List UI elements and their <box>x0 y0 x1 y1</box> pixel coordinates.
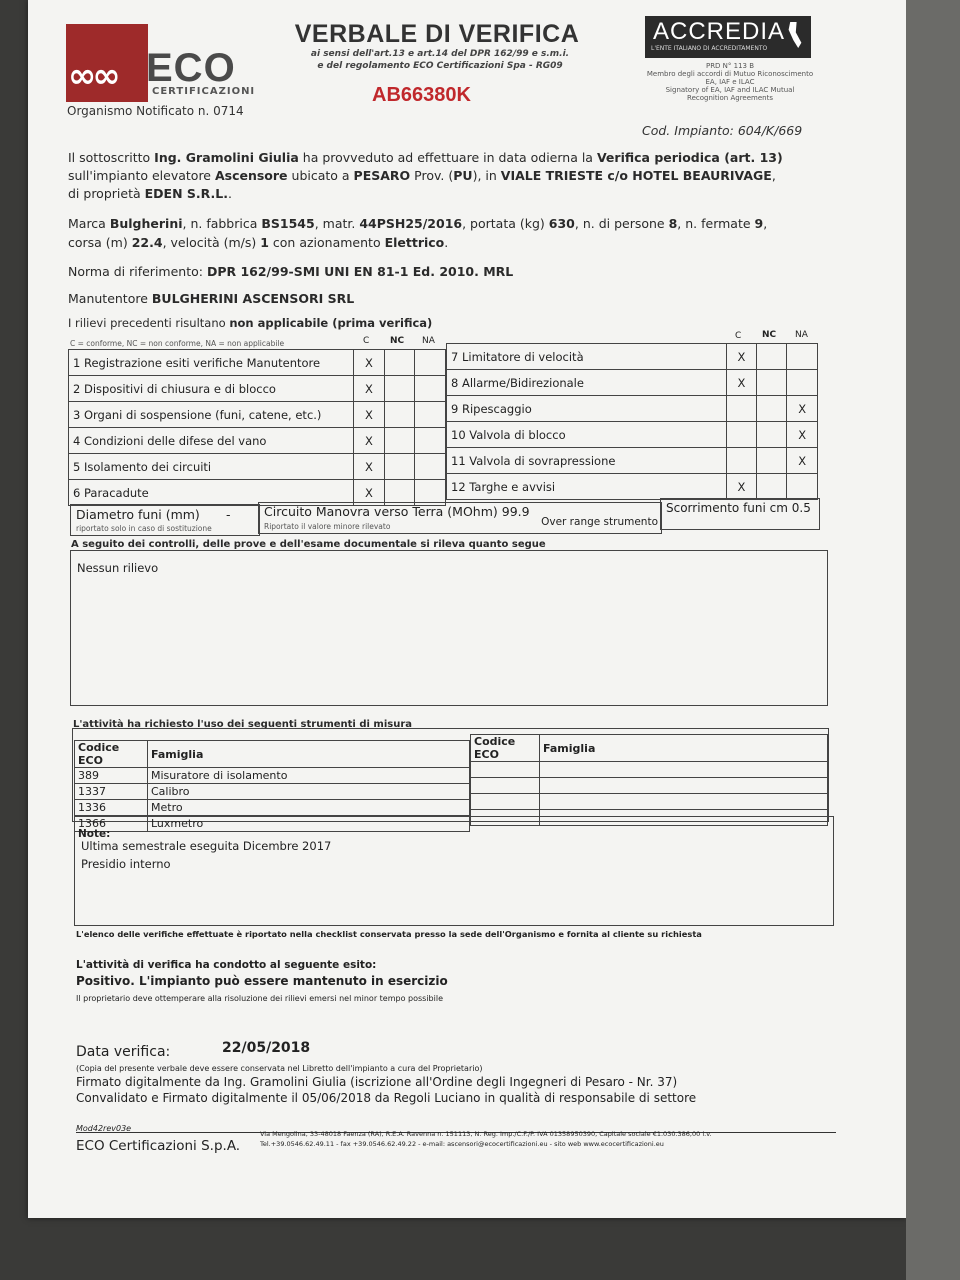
date-label: Data verifica: <box>76 1044 171 1060</box>
check-na <box>415 376 446 402</box>
outcome-intro: L'attività di verifica ha condotto al seguente esito: <box>76 959 377 971</box>
notes-line-2: Presidio interno <box>81 857 171 871</box>
check-row <box>69 376 446 402</box>
outcome-result: Positivo. L'impianto può essere mantenuto in esercizio <box>76 974 448 988</box>
diameter-label: Diametro funi (mm) <box>76 507 200 522</box>
table-row <box>471 762 828 778</box>
circuit-label: Circuito Manovra verso Terra (MOhm) 99.9 <box>264 504 530 519</box>
check-nc <box>384 454 415 480</box>
checks-left-table <box>68 349 446 506</box>
accredia-line: Membro degli accordi di Mutuo Riconoscimento <box>646 70 814 78</box>
tools-right-table <box>470 734 828 826</box>
accredia-line: Recognition Agreements <box>687 94 773 102</box>
check-c: X <box>726 474 757 500</box>
tools-title: L'attività ha richiesto l'uso dei seguenti strumenti di misura <box>73 719 412 730</box>
norma-line: Norma di riferimento: DPR 162/99-SMI UNI EN 81-1 Ed. 2010. MRL <box>68 264 514 279</box>
tools-header-family: Famiglia <box>148 741 470 768</box>
accredia-text <box>640 62 820 102</box>
check-nc <box>384 350 415 376</box>
check-na <box>415 402 446 428</box>
checks-right-table <box>446 343 818 500</box>
subtitle-line-2: e del regolamento ECO Certificazioni Spa - RG09 <box>317 61 563 71</box>
check-row <box>69 402 446 428</box>
signed-by: Firmato digitalmente da Ing. Gramolini Giulia (iscrizione all'Ordine degli Ingegneri di Pesaro - Nr. 37) <box>76 1075 678 1089</box>
check-c: X <box>354 402 385 428</box>
header-c-left: C <box>363 336 370 346</box>
diameter-value: - <box>226 507 231 522</box>
check-label: 8 Allarme/Bidirezionale <box>447 370 727 396</box>
date-value: 22/05/2018 <box>222 1040 311 1056</box>
check-label: 11 Valvola di sovrapressione <box>447 448 727 474</box>
logo-sub: CERTIFICAZIONI <box>152 86 256 97</box>
tools-header <box>75 741 470 768</box>
machine-line-2: corsa (m) 22.4, velocità (m/s) 1 con azionamento Elettrico. <box>68 235 449 250</box>
check-c: X <box>354 376 385 402</box>
header-na-left: NA <box>422 336 435 346</box>
check-na: X <box>787 396 818 422</box>
accredia-line: Signatory of EA, IAF and ILAC Mutual <box>665 86 795 94</box>
tools-header-family: Famiglia <box>540 735 828 762</box>
legend: C = conforme, NC = non conforme, NA = non applicabile <box>70 339 285 348</box>
check-row <box>69 350 446 376</box>
subtitle-line-1: ai sensi dell'art.13 e art.14 del DPR 162/99 e s.m.i. <box>310 49 570 59</box>
check-na: X <box>787 422 818 448</box>
check-row <box>69 454 446 480</box>
manutentore-line: Manutentore BULGHERINI ASCENSORI SRL <box>68 291 355 306</box>
organism-number: Organismo Notificato n. 0714 <box>67 104 244 118</box>
footer-address-2: Tel.+39.0546.62.49.11 - fax +39.0546.62.49.22 - e-mail: ascensori@ecocertificazioni.eu - sito web www.ecocertificazioni.eu <box>260 1140 664 1148</box>
intro-line-3: di proprietà EDEN S.R.L.. <box>68 186 232 201</box>
document-subtitle <box>280 48 600 72</box>
logo-chain-icon: ∞∞ <box>68 56 117 96</box>
table-row <box>75 768 470 784</box>
check-nc <box>384 376 415 402</box>
check-label: 6 Paracadute <box>69 480 354 506</box>
check-row <box>447 448 818 474</box>
check-nc <box>757 422 787 448</box>
check-nc <box>384 428 415 454</box>
check-row <box>447 422 818 448</box>
document-code: AB66380K <box>372 84 471 106</box>
check-c: X <box>726 344 757 370</box>
header-nc-left: NC <box>390 336 405 346</box>
tool-family: Calibro <box>148 784 470 800</box>
check-nc <box>757 396 787 422</box>
check-nc <box>757 344 787 370</box>
intro-line-2: sull'impianto elevatore Ascensore ubicato a PESARO Prov. (PU), in VIALE TRIESTE c/o HOTEL BEAURIVAGE, <box>68 168 776 183</box>
tool-family: Misuratore di isolamento <box>148 768 470 784</box>
check-na <box>787 370 818 396</box>
check-c: X <box>354 480 385 506</box>
check-label: 12 Targhe e avvisi <box>447 474 727 500</box>
check-row <box>447 474 818 500</box>
check-na <box>787 474 818 500</box>
tool-code: 1336 <box>75 800 148 816</box>
check-row <box>69 428 446 454</box>
check-na <box>415 454 446 480</box>
tools-header-code: Codice ECO <box>75 741 148 768</box>
table-row <box>75 784 470 800</box>
table-row <box>471 794 828 810</box>
logo-name: ECO <box>146 46 236 90</box>
notes-line-1: Ultima semestrale eseguita Dicembre 2017 <box>81 839 332 853</box>
check-label: 10 Valvola di blocco <box>447 422 727 448</box>
eco-logo <box>66 24 296 104</box>
tool-code: 1337 <box>75 784 148 800</box>
circuit-box <box>258 502 662 534</box>
diameter-box <box>70 504 260 536</box>
check-label: 4 Condizioni delle difese del vano <box>69 428 354 454</box>
table-row <box>471 778 828 794</box>
check-na <box>415 350 446 376</box>
machine-line-1: Marca Bulgherini, n. fabbrica BS1545, matr. 44PSH25/2016, portata (kg) 630, n. di persone 8, n. fermate 9, <box>68 216 768 231</box>
check-label: 9 Ripescaggio <box>447 396 727 422</box>
check-nc <box>757 474 787 500</box>
check-c <box>726 448 757 474</box>
tool-code: 1366 <box>75 816 148 832</box>
accredia-line: PRD N° 113 B <box>705 62 755 70</box>
circuit-note: Riportato il valore minore rilevato <box>264 522 391 531</box>
tool-family: Luxmetro <box>148 816 470 832</box>
scorrimento-label: Scorrimento funi cm 0.5 <box>666 501 811 515</box>
tools-header-code: Codice ECO <box>471 735 540 762</box>
footer-address-1: Via Mengolina, 33-48018 Faenza (RA), R.E.A. Ravenna n. 151113, N. Reg. Imp./C.F./P. IVA 01358950390, Capitale sociale €1.030.386,00 i.v. <box>260 1130 712 1138</box>
check-na <box>415 428 446 454</box>
italy-map-icon <box>787 22 803 48</box>
check-c <box>726 396 757 422</box>
circuit-over: Over range strumento <box>541 516 658 528</box>
check-na <box>787 344 818 370</box>
tools-header <box>471 735 828 762</box>
notes-label: Note: <box>78 828 111 840</box>
check-c: X <box>354 350 385 376</box>
tool-family: Metro <box>148 800 470 816</box>
scorrimento-box <box>660 498 820 530</box>
header-nc-right: NC <box>762 330 777 340</box>
check-label: 1 Registrazione esiti verifiche Manutentore <box>69 350 354 376</box>
tool-code: 389 <box>75 768 148 784</box>
check-row <box>447 396 818 422</box>
module-code: Mod42rev03e <box>76 1124 132 1133</box>
check-label: 5 Isolamento dei circuiti <box>69 454 354 480</box>
accredia-small: L'ENTE ITALIANO DI ACCREDITAMENTO <box>651 45 768 52</box>
intro-line-1: Il sottoscritto Ing. Gramolini Giulia ha provveduto ad effettuare in data odierna la Verifica periodica (art. 13) <box>68 150 783 165</box>
cod-impianto: Cod. Impianto: 604/K/669 <box>642 123 803 138</box>
validated-by: Convalidato e Firmato digitalmente il 05/06/2018 da Regoli Luciano in qualità di responsabile di settore <box>76 1091 697 1105</box>
check-c: X <box>726 370 757 396</box>
diameter-note: riportato solo in caso di sostituzione <box>76 524 212 533</box>
background-strip <box>906 0 960 1280</box>
checklist-note: L'elenco delle verifiche effettuate è riportato nella checklist conservata presso la sede dell'Organismo e fornita al cliente su richiesta <box>76 929 702 939</box>
check-c: X <box>354 454 385 480</box>
findings-title: A seguito dei controlli, delle prove e dell'esame documentale si rileva quanto segue <box>71 539 546 550</box>
findings-box <box>70 550 828 706</box>
document-title: VERBALE DI VERIFICA <box>294 20 580 48</box>
rilievi-line: I rilievi precedenti risultano non applicabile (prima verifica) <box>68 316 433 330</box>
findings-text: Nessun rilievo <box>77 561 159 575</box>
header-na-right: NA <box>795 330 808 340</box>
check-label: 3 Organi di sospensione (funi, catene, etc.) <box>69 402 354 428</box>
check-c: X <box>354 428 385 454</box>
notes-box <box>74 816 834 926</box>
check-label: 2 Dispositivi di chiusura e di blocco <box>69 376 354 402</box>
accredia-logo <box>645 16 811 58</box>
accredia-line: EA, IAF e ILAC <box>705 78 755 86</box>
accredia-name: ACCREDIA <box>653 18 786 45</box>
table-row <box>75 800 470 816</box>
check-na: X <box>787 448 818 474</box>
check-c <box>726 422 757 448</box>
check-nc <box>757 370 787 396</box>
owner-note: Il proprietario deve ottemperare alla risoluzione dei rilievi emersi nel minor tempo possibile <box>76 994 443 1003</box>
header-c-right: C <box>735 331 742 341</box>
check-nc <box>757 448 787 474</box>
footer-company: ECO Certificazioni S.p.A. <box>76 1138 241 1154</box>
check-label: 7 Limitatore di velocità <box>447 344 727 370</box>
check-row <box>447 344 818 370</box>
check-nc <box>384 402 415 428</box>
copy-note: (Copia del presente verbale deve essere conservata nel Libretto dell'impianto a cura del Proprietario) <box>76 1064 483 1073</box>
check-row <box>447 370 818 396</box>
